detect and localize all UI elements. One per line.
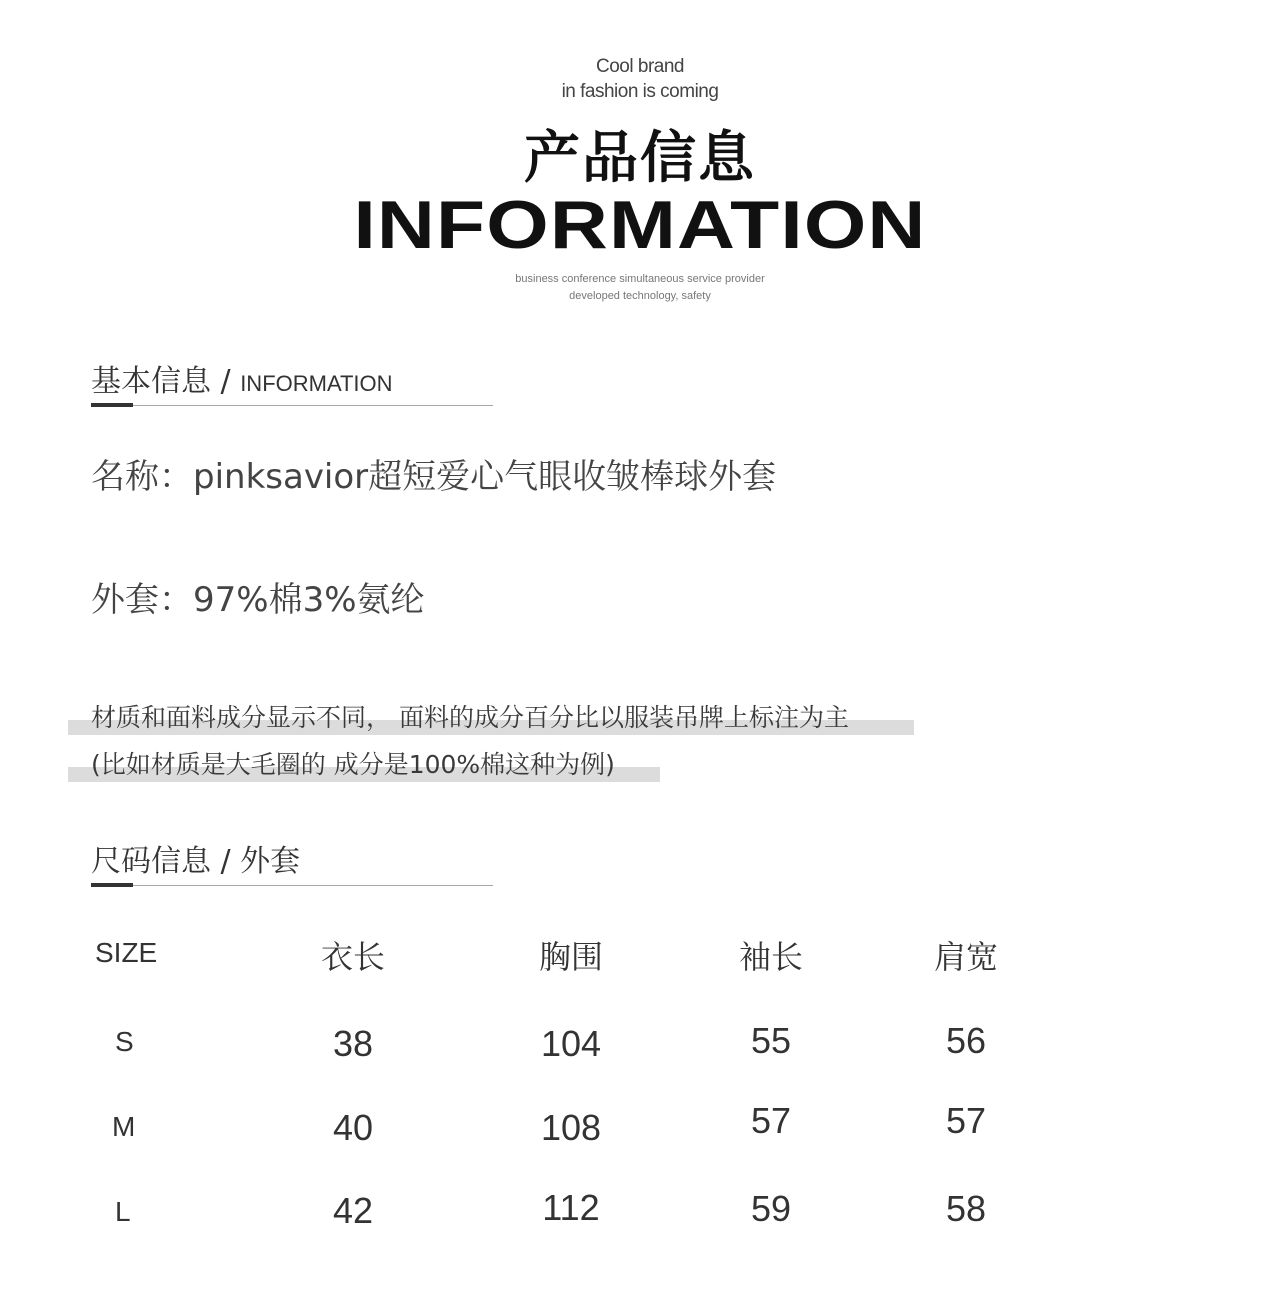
product-name: 名称：pinksavior超短爱心气眼收皱棒球外套 [91, 457, 777, 497]
subtitle-line-1: business conference simultaneous service provider [515, 273, 765, 285]
page-title-cn: 产品信息 [524, 126, 756, 191]
col-header-sleeve: 袖长 [738, 938, 803, 976]
table-cell: 104 [540, 1023, 602, 1064]
basic-info-heading [91, 356, 393, 400]
col-header-chest: 胸围 [538, 938, 603, 976]
tagline-bottom: in fashion is coming [561, 81, 719, 102]
section-accent-bar [91, 883, 133, 887]
table-cell: 38 [332, 1023, 374, 1064]
table-row-size: L [115, 1196, 131, 1227]
subtitle-line-2: developed technology, safety [569, 290, 711, 302]
table-cell: 40 [332, 1107, 374, 1148]
col-header-size: SIZE [95, 937, 158, 968]
col-header-length: 衣长 [320, 938, 385, 976]
section-accent-bar [91, 403, 133, 407]
table-cell: 56 [945, 1020, 987, 1061]
product-material: 外套：97%棉3%氨纶 [91, 580, 425, 620]
material-note-1: 材质和面料成分显示不同， 面料的成分百分比以服装吊牌上标注为主 [91, 703, 849, 732]
table-cell: 42 [332, 1190, 374, 1231]
col-header-shoulder: 肩宽 [933, 938, 998, 976]
table-row-size: S [115, 1026, 134, 1057]
basic-info-heading-cn: 基本信息 / [91, 364, 241, 399]
table-cell: 57 [945, 1100, 987, 1141]
table-cell: 59 [750, 1188, 792, 1229]
section-divider [91, 885, 493, 886]
section-divider [91, 405, 493, 406]
table-cell: 58 [945, 1188, 987, 1229]
page-title-en: INFORMATION [353, 187, 927, 263]
table-cell: 57 [750, 1100, 792, 1141]
table-cell: 55 [750, 1020, 792, 1061]
table-cell: 112 [542, 1187, 600, 1228]
table-row-size: M [112, 1111, 136, 1142]
table-cell: 108 [540, 1107, 602, 1148]
size-info-heading: 尺码信息 / 外套 [91, 844, 301, 879]
tagline-top: Cool brand [596, 56, 684, 77]
basic-info-heading-en: INFORMATION [240, 371, 393, 396]
material-note-2: (比如材质是大毛圈的 成分是100%棉这种为例) [91, 750, 615, 779]
